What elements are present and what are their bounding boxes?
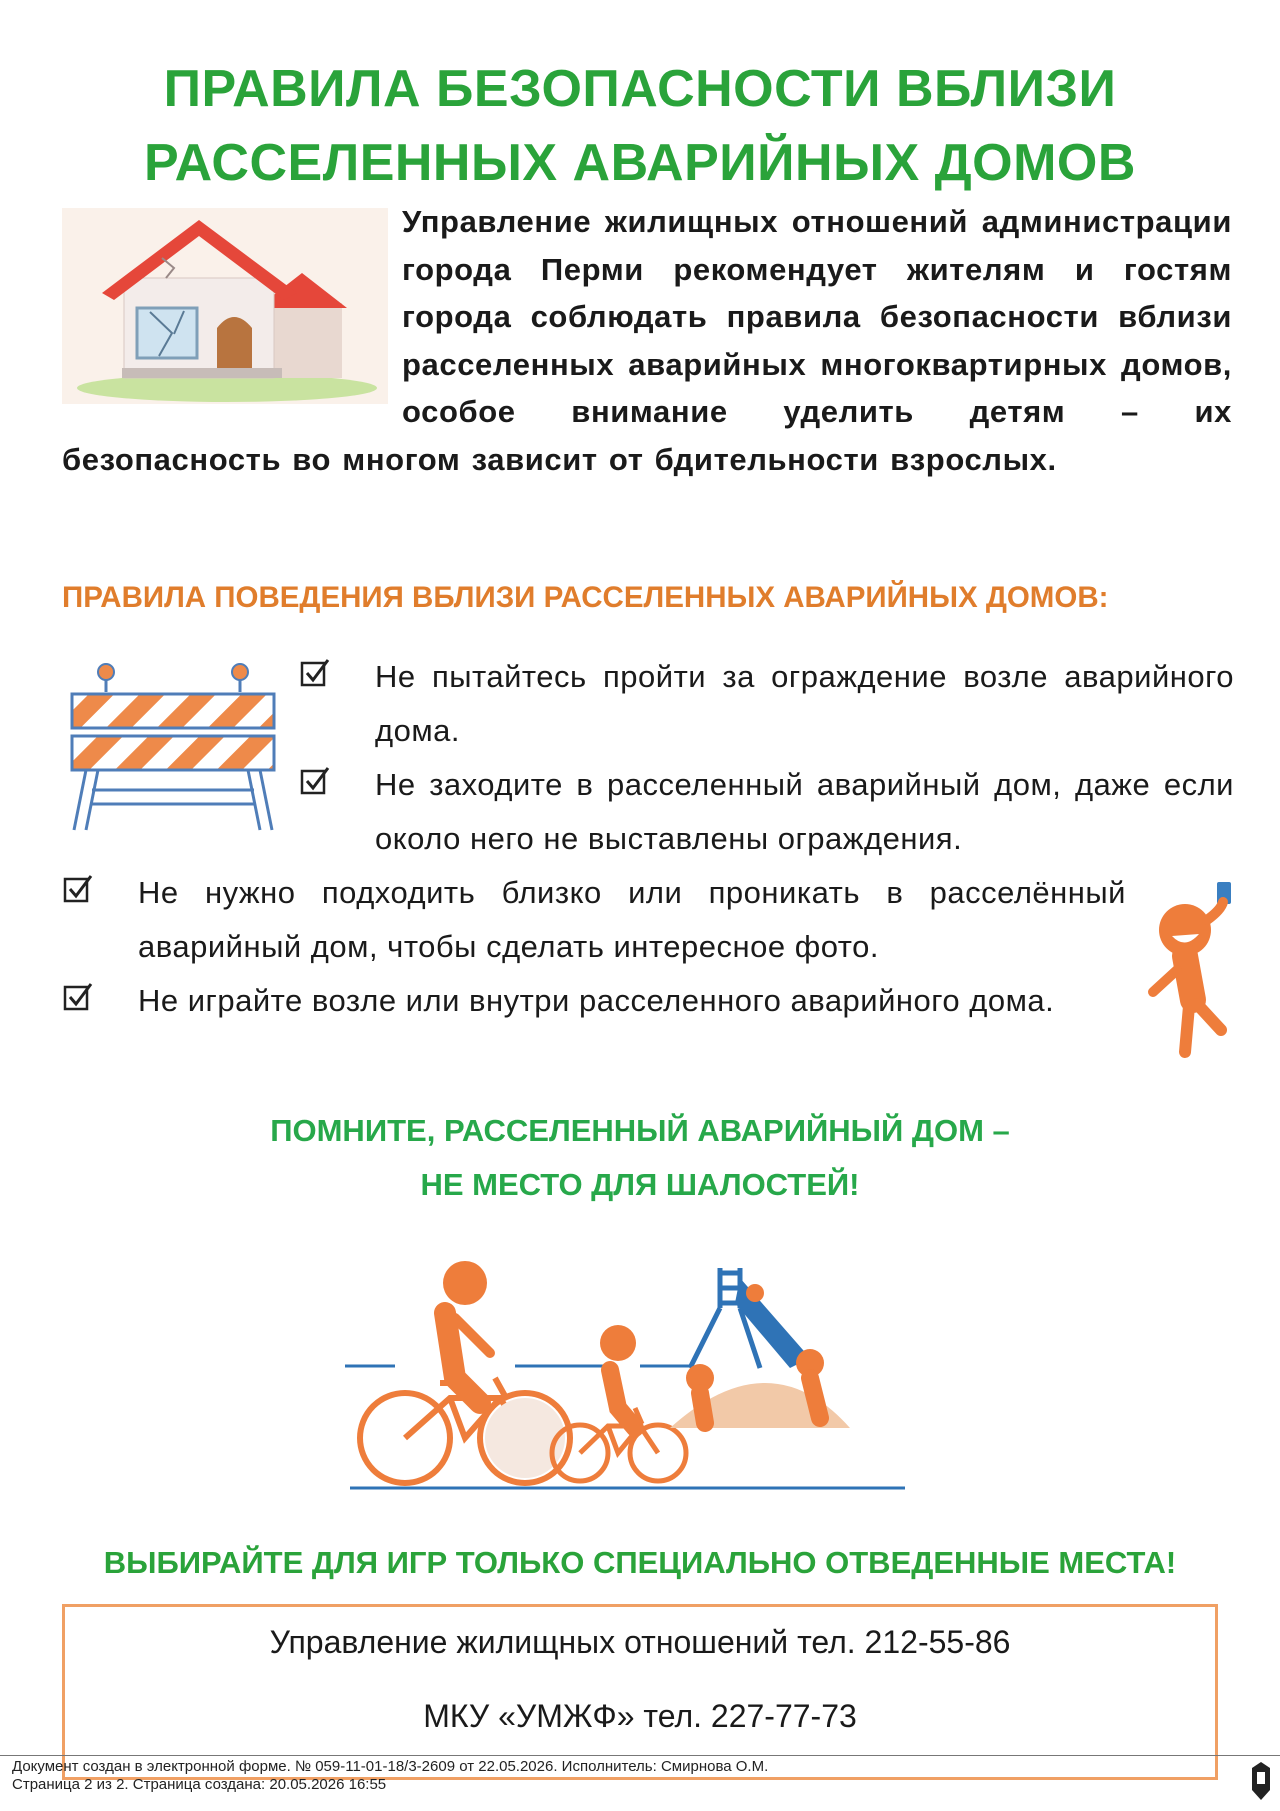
- rules-heading: ПРАВИЛА ПОВЕДЕНИЯ ВБЛИЗИ РАССЕЛЕННЫХ АВАРИЙНЫХ ДОМОВ:: [62, 581, 1109, 614]
- road-barrier-icon: [70, 662, 276, 834]
- intro-text: Управление жилищных отношений администрации города Перми рекомендует жителям и гостям города соблюдать правила безопасности вблизи расселенных аварийных многоквартирных домов, особое внимание уделить детям – их безопасность во многом зависит от бдительности взрослых.: [62, 204, 1232, 477]
- checkbox-checked-icon: [300, 658, 330, 688]
- page-title: [60, 52, 1220, 200]
- list-item: [300, 758, 1234, 866]
- children-playing-icon: [340, 1258, 920, 1496]
- checkbox-checked-icon: [300, 766, 330, 796]
- footer-divider: [0, 1755, 1280, 1756]
- rule-text: Не нужно подходить близко или проникать в расселённый аварийный дом, чтобы сделать интересное фото.: [138, 875, 1126, 964]
- list-item: [300, 650, 1234, 758]
- intro-paragraph: [62, 198, 1232, 483]
- rule-text: Не играйте возле или внутри расселенного аварийного дома.: [138, 983, 1055, 1018]
- rule-text: Не пытайтесь пройти за ограждение возле аварийного дома.: [375, 659, 1234, 748]
- checkbox-checked-icon: [63, 874, 93, 904]
- remember-callout: [140, 1104, 1140, 1212]
- list-item: [63, 974, 1126, 1028]
- page-title-line-2: РАССЕЛЕННЫХ АВАРИЙНЫХ ДОМОВ: [144, 134, 1136, 192]
- list-item: [63, 866, 1126, 974]
- checkbox-checked-icon: [63, 982, 93, 1012]
- city-emblem-icon: [1248, 1760, 1274, 1802]
- rule-text: Не заходите в расселенный аварийный дом, даже если около него не выставлены ограждения.: [375, 767, 1234, 856]
- footer-document-info: Документ создан в электронной форме. № 059-11-01-18/3-2609 от 22.05.2026. Исполнитель: Смирнова О.М.: [12, 1758, 769, 1775]
- page-title-line-1: ПРАВИЛА БЕЗОПАСНОСТИ ВБЛИЗИ: [163, 60, 1117, 118]
- footer-page-info: Страница 2 из 2. Страница создана: 20.05.2026 16:55: [12, 1776, 387, 1793]
- choose-play-areas-callout: ВЫБИРАЙТЕ ДЛЯ ИГР ТОЛЬКО СПЕЦИАЛЬНО ОТВЕДЕННЫЕ МЕСТА!: [103, 1545, 1177, 1580]
- selfie-child-icon: [1145, 880, 1237, 1060]
- contact-line: Управление жилищных отношений тел. 212-55-86: [269, 1624, 1011, 1660]
- contact-line: МКУ «УМЖФ» тел. 227-77-73: [423, 1698, 857, 1734]
- remember-line-2: НЕ МЕСТО ДЛЯ ШАЛОСТЕЙ!: [420, 1167, 860, 1202]
- remember-line-1: ПОМНИТЕ, РАССЕЛЕННЫЙ АВАРИЙНЫЙ ДОМ –: [270, 1113, 1010, 1148]
